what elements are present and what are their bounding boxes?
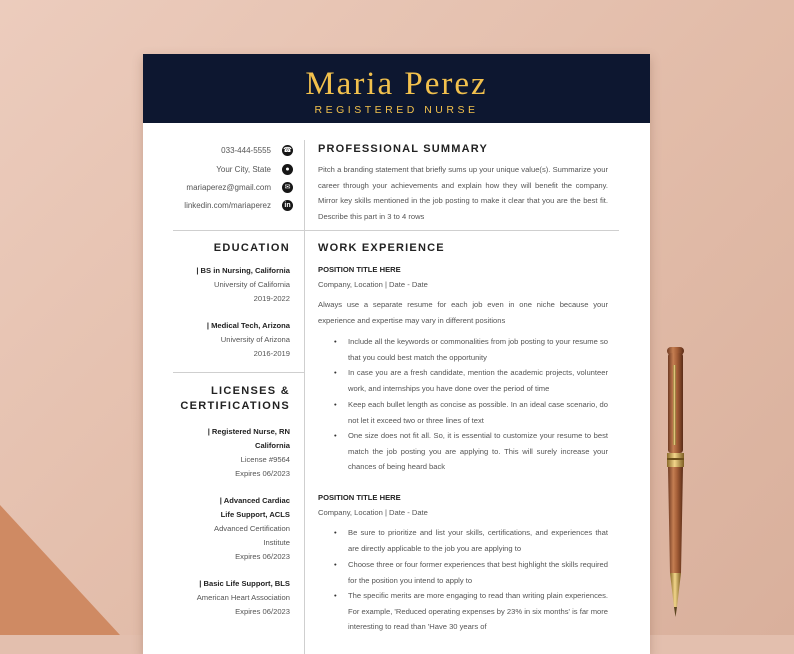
email-icon: ✉ — [282, 182, 293, 193]
job-title: POSITION TITLE HERE — [318, 493, 401, 502]
job-bullet: • Include all the keywords or commonalities from job posting to your resume so that you could best match the opportunity — [348, 334, 608, 365]
contact-email — [163, 181, 293, 197]
job-bullet: • Keep each bullet length as concise as possible. In an ideal case scenario, do not let it exceed two or three lines of text — [348, 397, 608, 428]
job-bullet: • Choose three or four former experiences that best highlight the skills required for the position you intend to apply to — [348, 557, 608, 588]
job-intro: Always use a separate resume for each job even in one niche because your experience and expertise may vary in different positions — [318, 300, 608, 325]
email-text: mariaperez@gmail.com — [186, 183, 271, 192]
education-heading: EDUCATION — [213, 242, 290, 254]
contact-phone — [163, 144, 293, 160]
linkedin-icon: in — [282, 200, 293, 211]
location-icon: ● — [282, 164, 293, 175]
education-degree: | Medical Tech, Arizona — [206, 321, 290, 330]
summary-text: Pitch a branding statement that briefly sums up your unique value(s). Summarize your career through your achievements and explain how they will benefit the company. Mirror key skills mentioned in the job posting to make it clear that you are the best fit. Describe this part in 3 to 4 rows — [318, 165, 608, 221]
job-company: Company, Location | Date - Date — [318, 508, 428, 517]
license-detail: License #9564 — [240, 455, 290, 464]
pen-illustration — [659, 345, 693, 620]
linkedin-text: linkedin.com/mariaperez — [184, 201, 271, 210]
license-expiry: Expires 06/2023 — [235, 552, 290, 561]
candidate-name: Maria Perez — [305, 66, 488, 102]
license-detail: Institute — [263, 538, 290, 547]
pen-icon — [659, 345, 693, 620]
candidate-title: REGISTERED NURSE — [314, 104, 479, 116]
section-divider — [173, 372, 304, 373]
contact-linkedin — [163, 199, 293, 215]
location-text: Your City, State — [216, 165, 271, 174]
experience-heading: WORK EXPERIENCE — [318, 242, 445, 254]
resume-page — [143, 54, 650, 654]
education-school: University of California — [214, 280, 290, 289]
education-years: 2019-2022 — [253, 294, 290, 303]
job-bullet: • One size does not fit all. So, it is essential to customize your resume to best match the job posting you are applying to. This will surely increase your chances of being heard back — [348, 428, 608, 475]
job-bullet: • The specific merits are more engaging to read than writing plain experiences. For example, 'Reduced operating expenses by 23% in six months' is far more interesting to read than 'Have 30 years of — [348, 588, 608, 635]
job-title: POSITION TITLE HERE — [318, 265, 401, 274]
education-years: 2016-2019 — [253, 349, 290, 358]
job-bullet: • Be sure to prioritize and list your skills, certifications, and experiences that are directly applicable to the job you are applying to — [348, 525, 608, 556]
section-divider — [173, 230, 619, 231]
license-name: Life Support, ACLS — [220, 510, 290, 519]
license-detail: American Heart Association — [196, 593, 290, 602]
phone-text: 033-444-5555 — [221, 146, 271, 155]
license-name: | Registered Nurse, RN — [207, 427, 290, 436]
summary-heading: PROFESSIONAL SUMMARY — [318, 143, 489, 155]
education-school: University of Arizona — [220, 335, 290, 344]
education-degree: | BS in Nursing, California — [196, 266, 290, 275]
job-company: Company, Location | Date - Date — [318, 280, 428, 289]
license-name: | Basic Life Support, BLS — [199, 579, 290, 588]
job-bullet: • In case you are a fresh candidate, mention the academic projects, volunteer work, and internships you have done over the period of time — [348, 365, 608, 396]
license-name: | Advanced Cardiac — [219, 496, 290, 505]
header-banner — [143, 54, 650, 123]
license-name: California — [254, 441, 290, 450]
licenses-heading-line2: CERTIFICATIONS — [180, 400, 290, 412]
license-expiry: Expires 06/2023 — [235, 607, 290, 616]
phone-icon: ☎ — [283, 147, 292, 154]
license-expiry: Expires 06/2023 — [235, 469, 290, 478]
contact-location — [163, 163, 293, 179]
licenses-heading-line1: LICENSES & — [210, 385, 290, 397]
license-detail: Advanced Certification — [214, 524, 290, 533]
column-divider — [304, 140, 305, 654]
